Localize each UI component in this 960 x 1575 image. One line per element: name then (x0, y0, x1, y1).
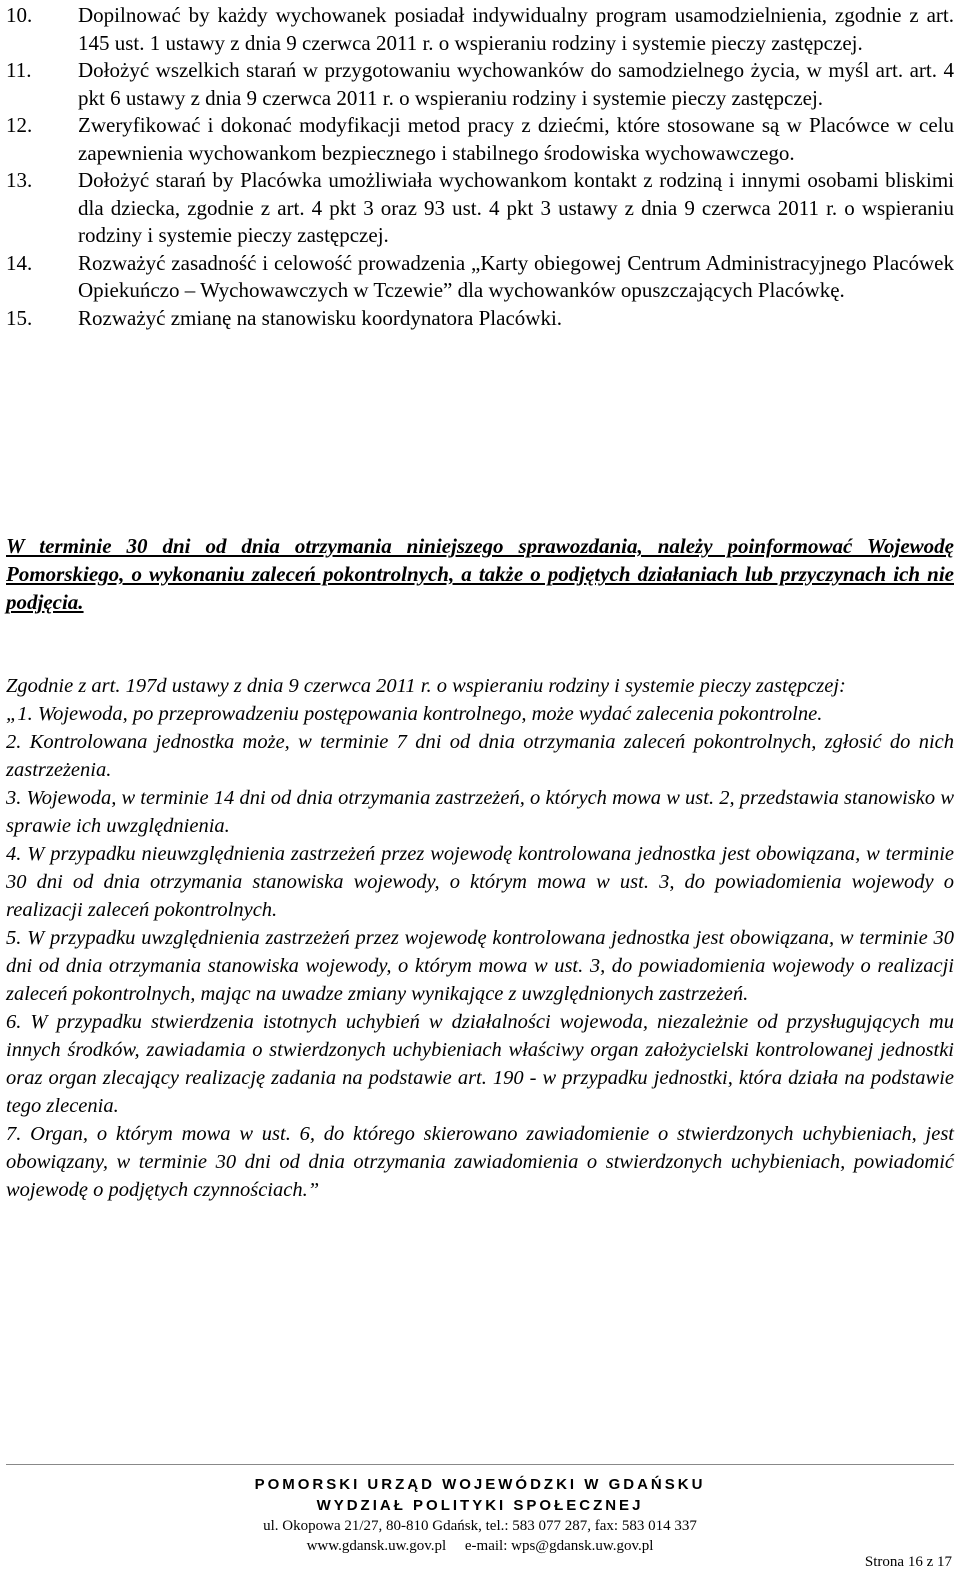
item-text: Rozważyć zmianę na stanowisku koordynatora Placówki. (78, 305, 563, 330)
item-number: 15. (6, 305, 33, 330)
legal-point: „1. Wojewoda, po przeprowadzeniu postępowania kontrolnego, może wydać zalecenia pokontrolne. (6, 703, 823, 725)
item-number: 13. (6, 168, 33, 192)
recommendation-item (6, 2, 954, 57)
legal-point: 3. Wojewoda, w terminie 14 dni od dnia otrzymania zastrzeżeń, o których mowa w ust. 2, przedstawia stanowisko w sprawie ich uwzględnienia. (6, 787, 954, 837)
recommendation-item (6, 112, 954, 167)
legal-intro: Zgodnie z art. 197d ustawy z dnia 9 czerwca 2011 r. o wspieraniu rodziny i systemie pieczy zastępczej: (6, 675, 846, 697)
legal-point: 4. W przypadku nieuwzględnienia zastrzeżeń przez wojewodę kontrolowana jednostka jest obowiązana, w terminie 30 dni od dnia otrzymania stanowiska wojewody, o którym mowa w ust. 3, do powiadomienia wojewody o realizacji zaleceń pokontrolnych. (6, 843, 954, 921)
legal-citation (6, 672, 954, 1204)
legal-point: 5. W przypadku uwzględnienia zastrzeżeń przez wojewodę kontrolowana jednostka jest obowiązana, w terminie 30 dni od dnia otrzymania stanowiska wojewody, o którym mowa w ust. 3, do powiadomienia wojewody o realizacji zaleceń pokontrolnych, mając na uwadze zmiany wynikające z uwzględnionych zastrzeżeń. (6, 927, 954, 1005)
legal-point: 6. W przypadku stwierdzenia istotnych uchybień w działalności wojewoda, niezależnie od przysługujących mu innych środków, zawiadamia o stwierdzonych uchybieniach właściwy organ założycielski kontrolowanej jednostki oraz organ zlecający realizację zadania na podstawie art. 190 - w przypadku jednostki, która działa na podstawie tego zlecenia. (6, 1011, 954, 1117)
item-number: 11. (6, 58, 32, 82)
item-text: Rozważyć zasadność i celowość prowadzenia „Karty obiegowej Centrum Administracyjnego Placówek Opiekuńczo – Wychowawczych w Tczewie” dla wychowanków opuszczających Placówkę. (78, 250, 954, 302)
page-number: Strona 16 z 17 (864, 1554, 952, 1570)
legal-point: 7. Organ, o którym mowa w ust. 6, do którego skierowano zawiadomienie o stwierdzonych uchybieniach, jest obowiązany, w terminie 30 dni od dnia otrzymania zawiadomienia o stwierdzonych uchybieniach, powiadomić wojewodę o podjętych czynnościach.” (6, 1123, 954, 1201)
recommendation-item (6, 167, 954, 250)
item-number: 12. (6, 113, 33, 137)
deadline-notice: W terminie 30 dni od dnia otrzymania niniejszego sprawozdania, należy poinformować Wojewodę Pomorskiego, o wykonaniu zaleceń pokontrolnych, a także o podjętych działaniach lub przyczynach ich nie podjęcia. (6, 534, 954, 614)
legal-point: 2. Kontrolowana jednostka może, w terminie 7 dni od dnia otrzymania zaleceń pokontrolnych, zgłosić do nich zastrzeżenia. (6, 731, 954, 781)
recommendations-list (6, 2, 954, 332)
item-number: 14. (6, 250, 33, 275)
item-text: Dopilnować by każdy wychowanek posiadał indywidualny program usamodzielnienia, zgodnie z art. 145 ust. 1 ustawy z dnia 9 czerwca 2011 r. o wspieraniu rodziny i systemie pieczy zastępczej. (78, 3, 954, 55)
item-text: Dołożyć wszelkich starań w przygotowaniu wychowanków do samodzielnego życia, w myśl art. art. 4 pkt 6 ustawy z dnia 9 czerwca 2011 r. o wspieraniu rodziny i systemie pieczy zastępczej. (78, 58, 954, 110)
recommendation-item (6, 250, 954, 305)
page-footer (0, 1474, 960, 1556)
item-text: Dołożyć starań by Placówka umożliwiała wychowankom kontakt z rodziną i innymi osobami bliskimi dla dziecka, zgodnie z art. 4 pkt 3 oraz 93 ust. 4 pkt 3 ustawy z dnia 9 czerwca 2011 r. o wspieraniu rodziny i systemie pieczy zastępczej. (78, 168, 954, 247)
recommendation-item (6, 57, 954, 112)
office-address: ul. Okopowa 21/27, 80-810 Gdańsk, tel.: 583 077 287, fax: 583 014 337 (263, 1518, 697, 1534)
item-number: 10. (6, 3, 33, 27)
recommendation-item (6, 305, 954, 333)
office-name: POMORSKI URZĄD WOJEWÓDZKI W GDAŃSKU (254, 1476, 706, 1493)
department-name: WYDZIAŁ POLITYKI SPOŁECZNEJ (316, 1497, 644, 1514)
item-text: Zweryfikować i dokonać modyfikacji metod pracy z dziećmi, które stosowane są w Placówce w celu zapewnienia wychowankom bezpiecznego i stabilnego środowiska wychowawczego. (78, 113, 954, 165)
footer-divider (6, 1464, 954, 1465)
office-contact: www.gdansk.uw.gov.pl e-mail: wps@gdansk.uw.gov.pl (306, 1538, 654, 1554)
